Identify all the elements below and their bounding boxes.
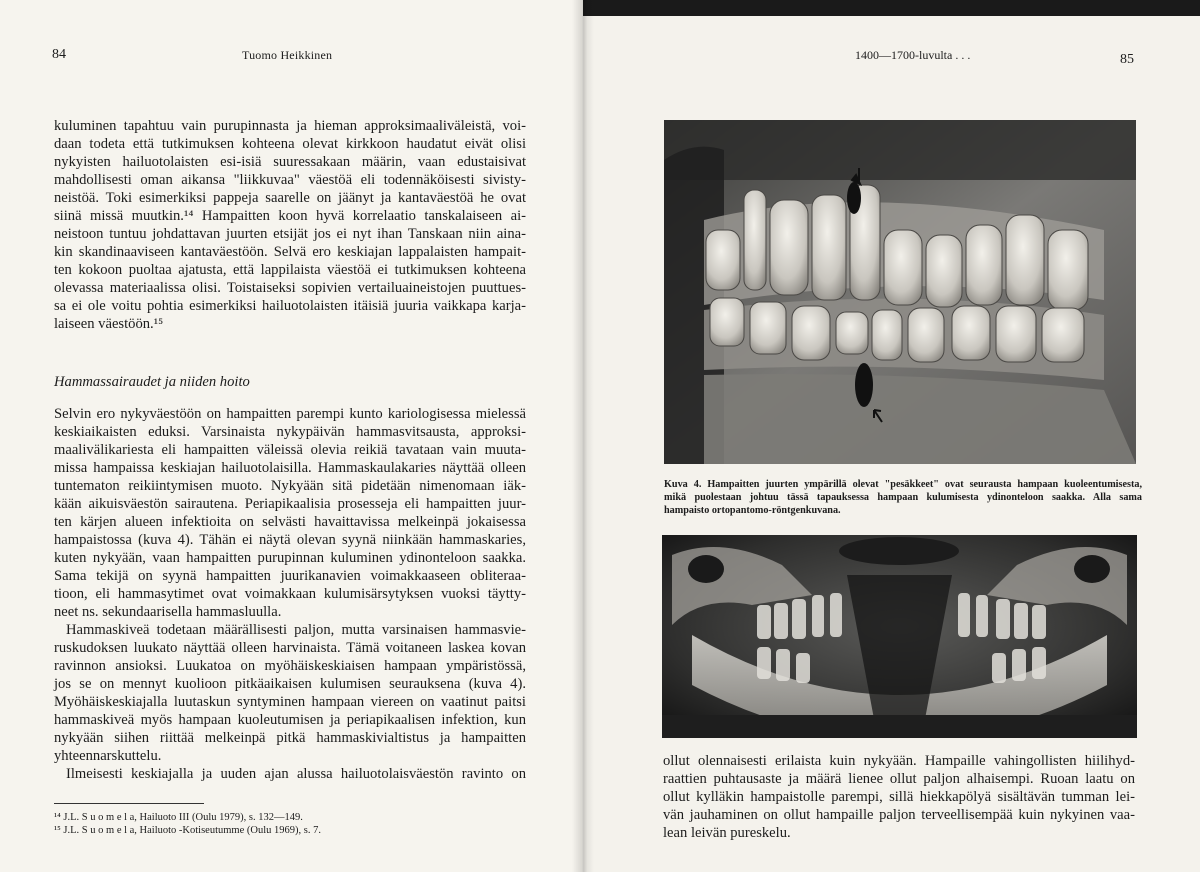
running-head-right: 1400—1700-luvulta . . . [855, 48, 971, 62]
caption-line: mikä puolestaan johtuu tässä tapauksessa hampaan kulumisesta ydinonteloon saakka. Alla sama [664, 492, 1142, 503]
text-line: kään aikuisväestön sairautena. Periapikaalisia prosesseja eli hampaitten juur- [54, 496, 526, 512]
text-line: neistoon tuntuu johdattavan juurten etsijät jos ei nyt ihan Tanskaan niin aina- [54, 226, 526, 242]
footnote-rule [54, 803, 204, 804]
text-line: ravinnon ansioksi. Luukatoa on myöhäiskeskiaisen hampaan ympäristössä, [54, 658, 526, 674]
paragraph-3 [54, 621, 526, 765]
scan-top-edge [583, 0, 1200, 16]
text-line: keskiaikaisten eduksi. Varsinaista nykypäivän hammasvitsausta, approksi- [54, 424, 526, 440]
text-line: nykyisten hailuotolaisten esi-isiä suuressakaan määrin, vaan edustaisivat [54, 154, 526, 170]
paragraph-2 [54, 405, 526, 621]
text-line: tioon, eli hammasytimet ovat voimakkaan kulumisärsytyksen vuoksi täytty- [54, 586, 526, 602]
page-number-left: 84 [52, 47, 66, 62]
text-line: Sama tekijä on syynä hampaitten juurikanavien voimakkaaseen obliteraa- [54, 568, 526, 584]
text-line: tuntematon reikiintymisen muoto. Nykyään sitä pidetään nimenomaan iäk- [54, 478, 526, 494]
running-head-left: Tuomo Heikkinen [242, 48, 333, 62]
right-body-text [663, 752, 1135, 842]
footnote-line: ¹⁴ J.L. S u o m e l a, Hailuoto III (Oulu 1979), s. 132—149. [54, 812, 303, 823]
text-line: kuten nykyään, vaan hampaitten purupinnan kuluminen ydinonteloon saakka. [54, 550, 526, 566]
text-line: neet ns. sekundaarisella hammasluulla. [54, 604, 282, 620]
text-line: Ilmeisesti keskiajalla ja uuden ajan alussa hailuotolaisväestön ravinto on [66, 766, 526, 782]
panoramic-xray-graphic [662, 535, 1137, 738]
text-line: kuluminen tapahtuu vain purupinnasta ja hieman approksimaaliväleistä, voi- [54, 118, 526, 134]
text-line: raattien puhtausaste ja määrä lienee ollut paljon alhaisempi. Ruoan laatu on [663, 771, 1135, 787]
text-line: laiseen väestöön.¹⁵ [54, 316, 164, 332]
text-line: hammaskiveä myös hampaan kuoleutumisen ja periapikaalisen infektion, kun [54, 712, 526, 728]
text-line: jos se on mennyt kuolioon pitkäaikaisen kulumisen seurauksena (kuva 4). [54, 676, 526, 692]
left-page [0, 0, 583, 872]
figure-caption [664, 478, 1142, 517]
text-line: mahdollisesti oman aikansa "liikkuvaa" väestöä eli todennäköisesti sivisty- [54, 172, 526, 188]
text-line: sa ei ole voitu pohtia esimerkiksi hailuotolaisten itäisiä juuria vaikkapa karja- [54, 298, 526, 314]
text-line: olevassa materiaalissa olisi. Toistaiseksi sopivien vertailuaineistojen puuttues- [54, 280, 526, 296]
panoramic-xray [662, 535, 1137, 738]
footnotes [54, 811, 321, 837]
text-line: nykyään siihen riittää melkeinpä pitkä hammaskivialtistus ja hampaitten [54, 730, 526, 746]
footnote-line: ¹⁵ J.L. S u o m e l a, Hailuoto -Kotiseutumme (Oulu 1969), s. 7. [54, 825, 321, 836]
text-line: siinä missä muutkin.¹⁴ Hampaitten koon hyvä korrelaatio tanskalaiseen ai- [54, 208, 526, 224]
text-line: ten kärjen alueen infektioita on selvästi havaittavissa melkeinpä jokaisessa [54, 514, 526, 530]
text-line: ollut kylläkin hampaistolle parempi, sillä hiekkapölyä sisältävän tumman lei- [663, 789, 1135, 805]
text-line: Selvin ero nykyväestöön on hampaitten parempi kunto kariologisessa mielessä [54, 406, 526, 422]
text-line: Myöhäiskeskiajalla luutaskun syntyminen hampaan viereen on vaatinut paitsi [54, 694, 526, 710]
text-line: ten kokoon puoltaa ajatusta, että lappilaista väestöä ei tutkimuksen kohteena [54, 262, 526, 278]
text-line: kin skandinaaviseen kantaväestöön. Selvä ero keskiajan lappalaisten hampait- [54, 244, 526, 260]
text-line: daan todeta että tutkimuksen kohteena olevat kirkkoon haudatut eivät olisi [54, 136, 526, 152]
text-line: yhteennarskuttelu. [54, 748, 162, 764]
skull-teeth-photo [664, 120, 1136, 464]
text-line: ruskudoksen luukato näyttää olleen harvinaista. Tämä voitaneen laskea kovan [54, 640, 526, 656]
caption-line: hampaisto ortopantomo-röntgenkuvana. [664, 505, 841, 516]
text-line: maalivälikariesta eli hampaitten väleissä olevia reikiä tavataan vain muuta- [54, 442, 526, 458]
right-page [583, 0, 1200, 872]
text-line: lean leivän pureskelu. [663, 825, 791, 841]
paragraph-1 [54, 117, 526, 333]
caption-line: Kuva 4. Hampaitten juurten ympärillä olevat "pesäkkeet" ovat seurausta hampaan kuoleentumisesta, [664, 479, 1142, 490]
text-line: Hammaskiveä todetaan määrällisesti paljon, mutta varsinaisen hammasvie- [66, 622, 526, 638]
text-line: vän jauhaminen on ollut hampaille paljon terveellisempää kuin nykyinen vaa- [663, 807, 1135, 823]
text-line: neistöä. Toki esimerkiksi pappeja saarelle on jäänyt ja kantaväestöä he ovat [54, 190, 526, 206]
text-line: missa hampaissa keskiajan hailuotolaisilla. Hammaskaulakaries näyttää olleen [54, 460, 526, 476]
text-line: ollut olennaisesti erilaista kuin nykyään. Hampaille vahingollisten hiilihyd- [663, 753, 1135, 769]
section-heading: Hammassairaudet ja niiden hoito [54, 374, 250, 390]
paragraph-4 [54, 765, 526, 783]
text-line: hampaistossa (kuva 4). Tähän ei näytä olevan syynä niinkään hammaskaries, [54, 532, 526, 548]
skull-teeth-photo-graphic [664, 120, 1136, 464]
page-number-right: 85 [1120, 52, 1134, 67]
